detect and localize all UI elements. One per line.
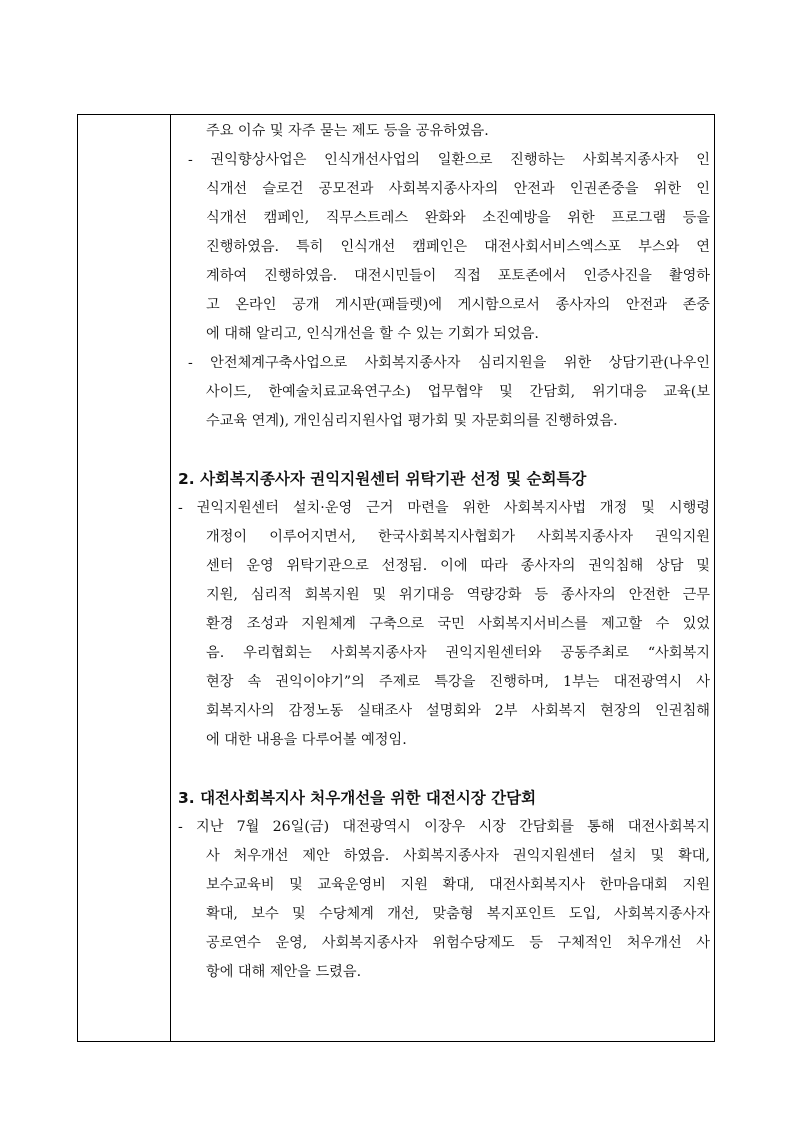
paragraph-line: 현장 속 권익이야기”의 주제로 특강을 진행하며, 1부는 대전광역시 사 xyxy=(206,674,710,690)
paragraph-line: 주요 이슈 및 자주 묻는 제도 등을 공유하였음. xyxy=(206,123,489,139)
paragraph-line: 항에 대해 제안을 드렸음. xyxy=(206,964,362,980)
paragraph-line: 공로연수 운영, 사회복지종사자 위험수당제도 등 구체적인 처우개선 사 xyxy=(206,935,710,951)
paragraph-line: 회복지사의 감정노동 실태조사 설명회와 2부 사회복지 현장의 인권침해 xyxy=(206,703,710,719)
paragraph-line: 식개선 캠페인, 직무스트레스 완화와 소진예방을 위한 프로그램 등을 xyxy=(206,210,710,226)
paragraph-line: 보수교육비 및 교육운영비 지원 확대, 대전사회복지사 한마음대회 지원 xyxy=(206,877,710,893)
paragraph-line: 개정이 이루어지면서, 한국사회복지사협회가 사회복지종사자 권익지원 xyxy=(206,529,710,545)
section-heading: 2. 사회복지종사자 권익지원센터 위탁기관 선정 및 순회특강 xyxy=(178,470,587,488)
bullet-line: - 안전체계구축사업으로 사회복지종사자 심리지원을 위한 상담기관(나우인 xyxy=(188,355,710,371)
paragraph-line: 사이드, 한예술치료교육연구소) 업무협약 및 간담회, 위기대응 교육(보 xyxy=(206,384,710,400)
table-content-cell xyxy=(178,117,710,987)
paragraph-line: 센터 운영 위탁기관으로 선정됨. 이에 따라 종사자의 권익침해 상담 및 xyxy=(206,558,710,574)
table-column-divider xyxy=(170,114,171,1042)
section-heading: 3. 대전사회복지사 처우개선을 위한 대전시장 간담회 xyxy=(178,789,537,807)
paragraph-line: 수교육 연계), 개인심리지원사업 평가회 및 자문회의를 진행하였음. xyxy=(206,413,618,429)
bullet-line: - 권익지원센터 설치·운영 근거 마련을 위한 사회복지사법 개정 및 시행령 xyxy=(178,500,710,516)
paragraph-line: 환경 조성과 지원체계 구축으로 국민 사회복지서비스를 제고할 수 있었 xyxy=(206,616,710,632)
paragraph-line: 식개선 슬로건 공모전과 사회복지종사자의 안전과 인권존중을 위한 인 xyxy=(206,181,710,197)
paragraph-line: 사 처우개선 제안 하였음. 사회복지종사자 권익지원센터 설치 및 확대, xyxy=(206,848,710,864)
paragraph-line: 에 대해 알리고, 인식개선을 할 수 있는 기회가 되었음. xyxy=(206,326,539,342)
paragraph-line: 에 대한 내용을 다루어볼 예정임. xyxy=(206,732,407,748)
paragraph-line: 고 온라인 공개 게시판(패들렛)에 게시함으로서 종사자의 안전과 존중 xyxy=(206,297,710,313)
paragraph-line: 음. 우리협회는 사회복지종사자 권익지원센터와 공동주최로 “사회복지 xyxy=(206,645,710,661)
paragraph-line: 확대, 보수 및 수당체계 개선, 맞춤형 복지포인트 도입, 사회복지종사자 xyxy=(206,906,710,922)
bullet-line: - 권익향상사업은 인식개선사업의 일환으로 진행하는 사회복지종사자 인 xyxy=(188,152,710,168)
paragraph-line: 계하여 진행하였음. 대전시민들이 직접 포토존에서 인증사진을 촬영하 xyxy=(206,268,710,284)
bullet-line: - 지난 7월 26일(금) 대전광역시 이장우 시장 간담회를 통해 대전사회복지 xyxy=(178,819,710,835)
paragraph-line: 진행하였음. 특히 인식개선 캠페인은 대전사회서비스엑스포 부스와 연 xyxy=(206,239,710,255)
paragraph-line: 지원, 심리적 회복지원 및 위기대응 역량강화 등 종사자의 안전한 근무 xyxy=(206,587,710,603)
